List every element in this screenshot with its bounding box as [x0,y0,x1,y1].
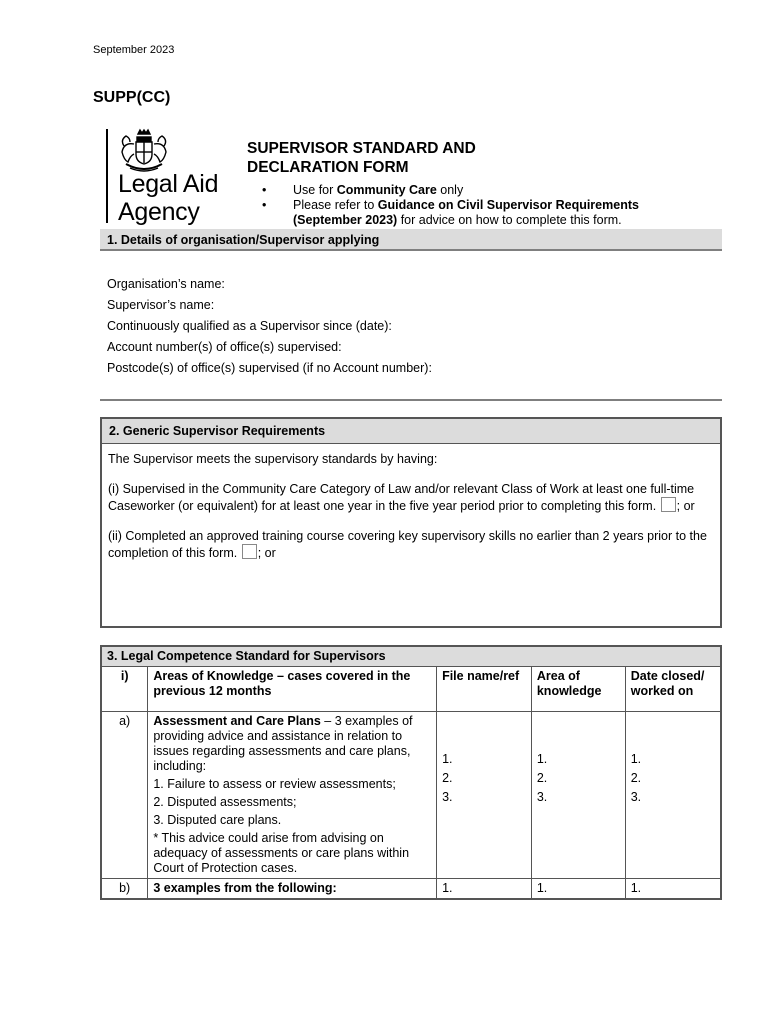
row-b-label: b) [101,879,148,900]
section2-option1: (i) Supervised in the Community Care Category of Law and/or relevant Class of Work at least one full-time Caseworker (or equivalent) for at least one year in the five year period prior to completing this form. ; or [108,482,695,513]
section1-heading: 1. Details of organisation/Supervisor applying [100,229,722,251]
option1-checkbox[interactable] [661,497,676,512]
section2-heading: 2. Generic Supervisor Requirements [102,419,720,444]
section2-box [100,417,722,628]
form-title: SUPERVISOR STANDARD AND DECLARATION FORM [247,140,476,176]
qualified-since-field[interactable]: Continuously qualified as a Supervisor since (date): [107,319,392,333]
row-b-date[interactable]: 1. [625,879,721,900]
row-a-area[interactable]: 1. 2. 3. [531,712,625,879]
section2-intro: The Supervisor meets the supervisory standards by having: [108,452,438,466]
instruction-community-care: • Use for Community Care only [262,183,464,197]
table-row-a [101,712,721,879]
col-index-header: i) [101,667,148,712]
logo-divider [106,129,108,223]
row-b-area[interactable]: 1. [531,879,625,900]
col-areas-header: Areas of Knowledge – cases covered in the previous 12 months [148,667,437,712]
instruction-guidance: • Please refer to Guidance on Civil Supervisor Requirements (September 2023) for advice on how to complete this form. [262,198,639,227]
section3-heading: 3. Legal Competence Standard for Supervisors [101,646,721,667]
form-code: SUPP(CC) [93,89,171,106]
row-a-date[interactable]: 1. 2. 3. [625,712,721,879]
document-date: September 2023 [93,44,175,56]
row-b-description: 3 examples from the following: [148,879,437,900]
row-a-description: Assessment and Care Plans – 3 examples of providing advice and assistance in relation to issues regarding assessments and care plans, including: 1. Failure to assess or review assessments; 2. Disputed assessments; 3. Disputed care plans. * This advice could arise from advising on adequacy of assessments or care plans within Court of Protection cases. [148,712,437,879]
row-a-label: a) [101,712,148,879]
section2-option2: (ii) Completed an approved training course covering key supervisory skills no earlier than 2 years prior to the completion of this form. ; or [108,529,707,560]
section1-divider [100,399,722,401]
organisation-name-field[interactable]: Organisation’s name: [107,277,225,291]
section3-table [100,645,722,900]
col-area-knowledge-header: Area of knowledge [531,667,625,712]
section1-fields [107,274,432,379]
account-numbers-field[interactable]: Account number(s) of office(s) supervised: [107,340,342,354]
form-instructions [262,183,702,228]
option2-checkbox[interactable] [242,544,257,559]
postcodes-field[interactable]: Postcode(s) of office(s) supervised (if no Account number): [107,361,432,375]
supervisor-name-field[interactable]: Supervisor’s name: [107,298,215,312]
row-b-file-ref[interactable]: 1. [437,879,532,900]
agency-logo-text: Legal Aid Agency [118,170,219,226]
table-row-b [101,879,721,900]
col-date-header: Date closed/ worked on [625,667,721,712]
royal-crest-icon [116,128,172,174]
row-a-file-ref[interactable]: 1. 2. 3. [437,712,532,879]
col-file-header: File name/ref [437,667,532,712]
